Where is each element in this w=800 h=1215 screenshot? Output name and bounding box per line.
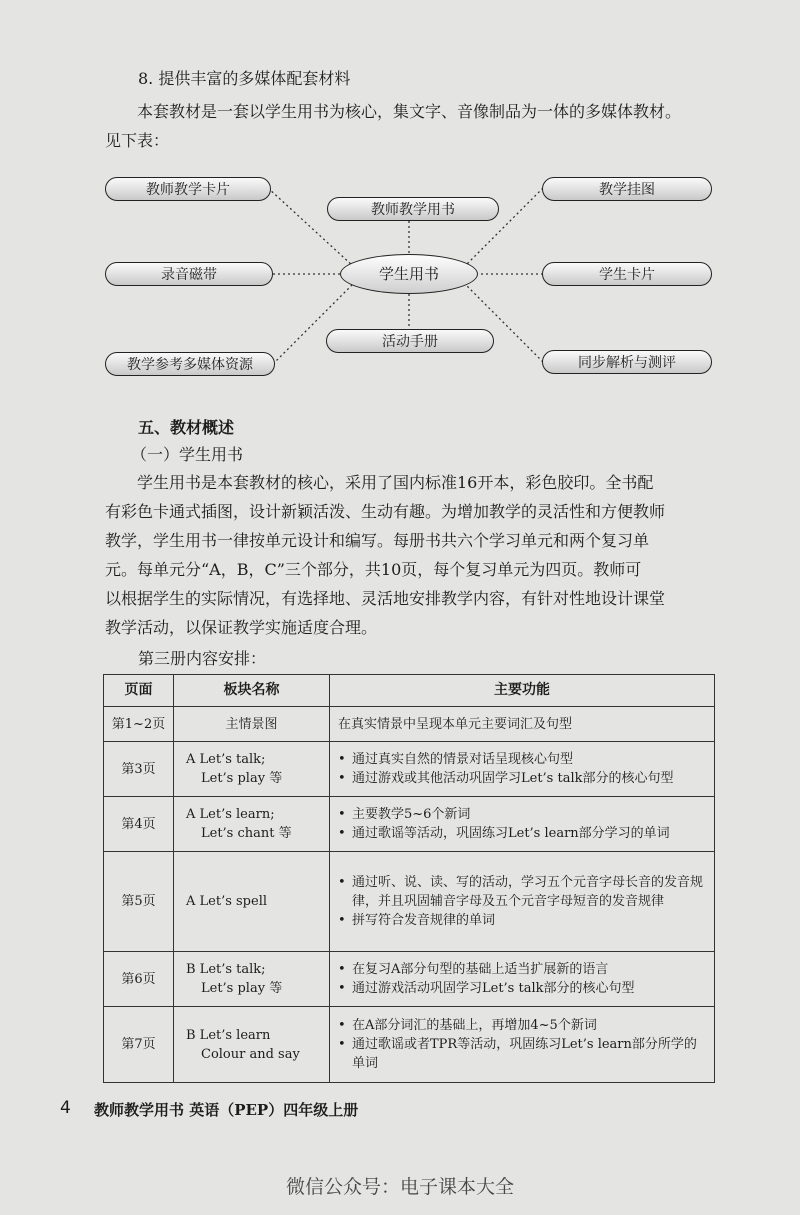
table-row: [104, 742, 715, 797]
cell-page: 第7页: [104, 1007, 174, 1083]
cell-function: [330, 797, 715, 852]
multimedia-resources-node: 教学参考多媒体资源: [105, 352, 275, 376]
cell-page: 第4页: [104, 797, 174, 852]
table-row: [104, 852, 715, 952]
cell-page: 第3页: [104, 742, 174, 797]
cell-function: [330, 707, 715, 742]
module-line: Let’s chant 等: [201, 826, 292, 841]
paragraph-line: 元。每单元分“A，B，C”三个部分，共10页，每个复习单元为四页。教师可: [105, 560, 642, 579]
module-line: A Let’s spell: [186, 894, 268, 909]
cell-page: 第1~2页: [104, 707, 174, 742]
cell-page: 第5页: [104, 852, 174, 952]
function-item: • 拼写符合发音规律的单词: [338, 911, 706, 930]
cell-module: [174, 952, 330, 1007]
module-line: A Let’s talk;: [186, 752, 266, 767]
module-line: B Let’s learn: [186, 1027, 271, 1043]
cell-function: [330, 1007, 715, 1083]
module-line: B Let’s talk;: [186, 962, 266, 977]
cell-page: 第6页: [104, 952, 174, 1007]
intro-line: 见下表：: [105, 131, 170, 150]
table-row: [104, 1007, 715, 1083]
student-book-paragraph: [105, 468, 735, 642]
function-text: 在真实情景中呈现本单元主要词汇及句型: [338, 716, 573, 732]
audio-tape-node: 录音磁带: [105, 262, 273, 286]
table-row: [104, 952, 715, 1007]
function-item: • 通过歌谣或者TPR等活动，巩固练习Let’s learn部分所学的单词: [338, 1035, 706, 1073]
paragraph-line: 以根据学生的实际情况，有选择地、灵活地安排教学内容，有针对性地设计课堂: [105, 589, 666, 608]
module-line: Let’s play 等: [201, 771, 283, 786]
header-page: 页面: [104, 675, 174, 707]
intro-paragraph: [105, 97, 735, 155]
cell-module: [174, 797, 330, 852]
student-book-node: 学生用书: [340, 254, 478, 294]
function-item: • 通过游戏或其他活动巩固学习Let’s talk部分的核心句型: [338, 769, 706, 788]
sync-analysis-node: 同步解析与测评: [542, 350, 712, 374]
intro-line: 本套教材是一套以学生用书为核心，集文字、音像制品为一体的多媒体教材。: [137, 102, 682, 121]
module-line: 主情景图: [225, 716, 278, 732]
watermark: 微信公众号：电子课本大全: [285, 1176, 514, 1198]
book-title: 教师教学用书 英语（PEP）四年级上册: [94, 1101, 359, 1119]
cell-function: [330, 742, 715, 797]
function-item: • 通过听、说、读、写的活动，学习五个元音字母长音的发音规律，并且巩固辅音字母及五个元音字母短音的发音规律: [338, 873, 706, 911]
student-cards-node: 学生卡片: [542, 262, 712, 286]
function-item: • 通过游戏活动巩固学习Let’s talk部分的核心句型: [338, 979, 706, 998]
module-line: Let’s play 等: [201, 981, 283, 996]
teacher-cards-node: 教师教学卡片: [105, 177, 271, 201]
content-table: [103, 674, 715, 1083]
paragraph-line: 学生用书是本套教材的核心，采用了国内标准16开本，彩色胶印。全书配: [137, 473, 654, 492]
function-item: • 在复习A部分句型的基础上适当扩展新的语言: [338, 960, 706, 979]
header-function: 主要功能: [330, 675, 715, 707]
function-item: • 主要教学5~6个新词: [338, 805, 706, 824]
function-item: • 通过真实自然的情景对话呈现核心句型: [338, 750, 706, 769]
table-caption: 第三册内容安排：: [138, 649, 267, 668]
materials-diagram: [95, 168, 725, 388]
heading-8: 8. 提供丰富的多媒体配套材料: [138, 69, 351, 88]
cell-module: [174, 707, 330, 742]
function-item: • 在A部分词汇的基础上，再增加4~5个新词: [338, 1016, 706, 1035]
page-number: 4: [60, 1098, 71, 1118]
module-line: Colour and say: [201, 1046, 300, 1062]
paragraph-line: 教学活动，以保证教学实施适度合理。: [105, 618, 378, 637]
table-row: [104, 797, 715, 852]
paragraph-line: 教学，学生用书一律按单元设计和编写。每册书共六个学习单元和两个复习单: [105, 531, 650, 550]
table-row: [104, 707, 715, 742]
table-header-row: [104, 675, 715, 707]
paragraph-line: 有彩色卡通式插图，设计新颖活泼、生动有趣。为增加教学的灵活性和方便教师: [105, 502, 666, 521]
module-line: A Let’s learn;: [186, 807, 275, 822]
cell-module: [174, 742, 330, 797]
wall-charts-node: 教学挂图: [542, 177, 712, 201]
teacher-book-node: 教师教学用书: [327, 197, 499, 221]
activity-book-node: 活动手册: [326, 329, 494, 353]
section-heading: 五、教材概述: [138, 418, 235, 437]
cell-function: [330, 952, 715, 1007]
cell-module: [174, 852, 330, 952]
subsection-heading: （一）学生用书: [131, 445, 244, 464]
cell-function: [330, 852, 715, 952]
header-module: 板块名称: [174, 675, 330, 707]
function-item: • 通过歌谣等活动，巩固练习Let’s learn部分学习的单词: [338, 824, 706, 843]
cell-module: [174, 1007, 330, 1083]
